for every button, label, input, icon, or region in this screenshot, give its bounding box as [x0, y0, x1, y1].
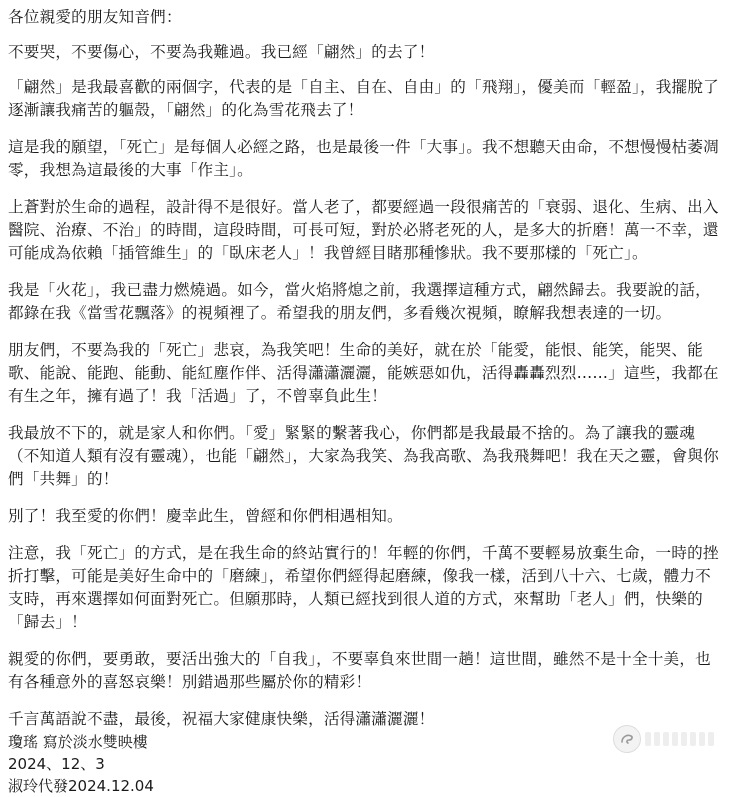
paragraph-7: 我最放不下的，就是家人和你們。「愛」緊緊的繫著我心，你們都是我最最不捨的。為了讓我的靈魂（不知道人類有沒有靈魂），也能「翩然」，大家為我笑、為我高歌、為我飛舞吧！我在天之靈，會與你們「共舞」的！: [8, 424, 719, 488]
watermark-logo-icon: [613, 725, 641, 753]
watermark-mark: [645, 732, 714, 746]
letter-document: [8, 6, 720, 797]
paragraph-11: 千言萬語說不盡，最後，祝福大家健康快樂，活得瀟瀟灑灑！: [8, 710, 435, 728]
paragraph-2: 「翩然」是我最喜歡的兩個字，代表的是「自主、自在、自由」的「飛翔」，優美而「輕盈」，我擺脫了逐漸讓我痛苦的軀殼，「翩然」的化為雪花飛去了！: [8, 78, 719, 119]
watermark: [613, 724, 727, 754]
paragraph-10: 親愛的你們，要勇敢，要活出強大的「自我」，不要辜負來世間一趟！這世間，雖然不是十全十美，也有各種意外的喜怒哀樂！別錯過那些屬於你的精彩！: [8, 650, 711, 691]
posted-by: 淑玲代發2024.12.04: [8, 777, 154, 795]
paragraph-8: 別了！我至愛的你們！慶幸此生，曾經和你們相遇相知。: [8, 507, 403, 525]
paragraph-1: 不要哭，不要傷心，不要為我難過。我已經「翩然」的去了！: [8, 43, 435, 61]
paragraph-9: 注意，我「死亡」的方式，是在我生命的終站實行的！年輕的你們，千萬不要輕易放棄生命，一時的挫折打擊，可能是美好生命中的「磨練」，希望你們經得起磨練，像我一樣，活到八十六、七歲，體力不支時，再來選擇如何面對死亡。但願那時，人類已經找到很人道的方式，來幫助「老人」們，快樂的「歸去」！: [8, 544, 719, 631]
paragraph-3: 這是我的願望，「死亡」是每個人必經之路，也是最後一件「大事」。我不想聽天由命，不想慢慢枯萎凋零，我想為這最後的大事「作主」。: [8, 138, 719, 179]
signature: 瓊瑤 寫於淡水雙映樓: [8, 733, 148, 751]
paragraph-6: 朋友們，不要為我的「死亡」悲哀，為我笑吧！生命的美好，就在於「能愛，能恨、能笑，能哭、能歌、能說、能跑、能動、能紅塵作伴、活得瀟瀟灑灑，能嫉惡如仇，活得轟轟烈烈……」這些，我都在有生之年，擁有過了！我「活過」了，不曾辜負此生！: [8, 341, 719, 405]
greeting: 各位親愛的朋友知音們：: [8, 8, 182, 26]
paragraph-4: 上蒼對於生命的過程，設計得不是很好。當人老了，都要經過一段很痛苦的「衰弱、退化、生病、出入醫院、治療、不治」的時間，這段時間，可長可短，對於必將老死的人，是多大的折磨！萬一不幸，還可能成為依賴「插管維生」的「臥床老人」！我曾經目睹那種慘狀。我不要那樣的「死亡」。: [8, 198, 719, 262]
letter-date: 2024、12、3: [8, 755, 105, 773]
paragraph-5: 我是「火花」，我已盡力燃燒過。如今，當火焰將熄之前，我選擇這種方式，翩然歸去。我要說的話，都錄在我《當雪花飄落》的視頻裡了。希望我的朋友們，多看幾次視頻，瞭解我想表達的一切。: [8, 281, 711, 322]
